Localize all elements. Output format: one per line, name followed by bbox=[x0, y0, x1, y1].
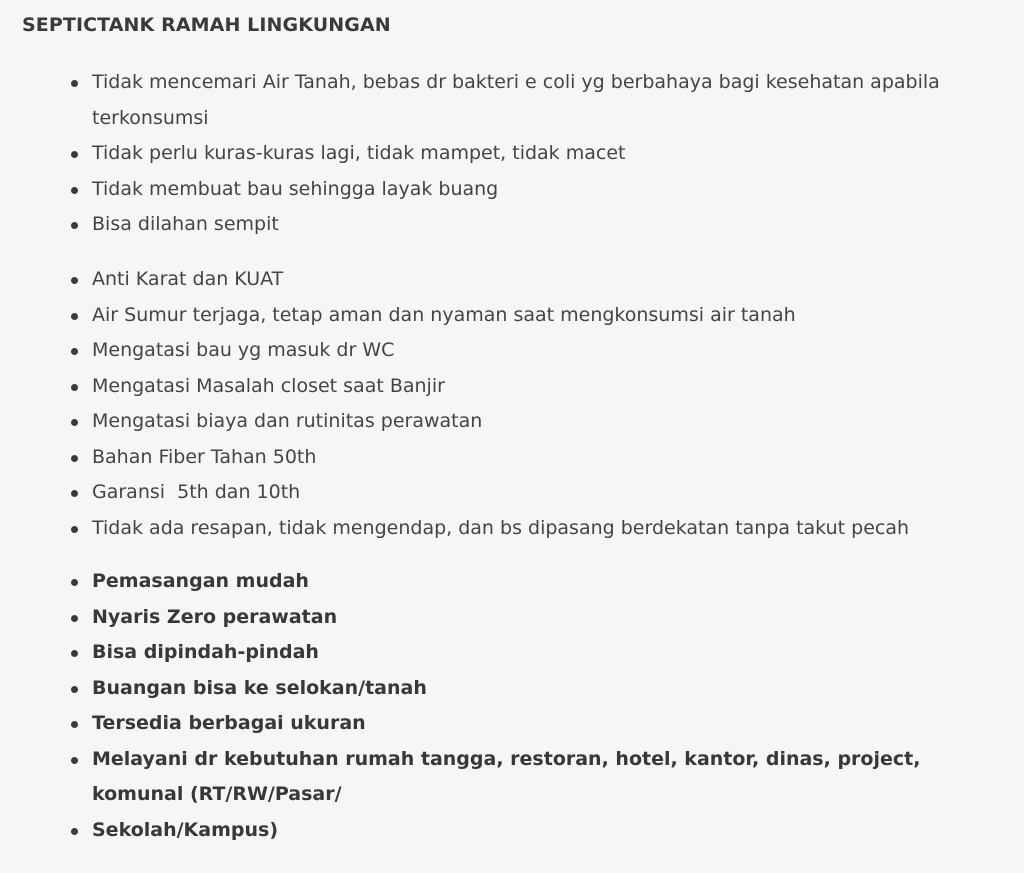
features-list bbox=[92, 262, 992, 546]
list-item: Garansi 5th dan 10th bbox=[92, 475, 992, 511]
benefits-list bbox=[92, 65, 992, 243]
list-item: Sekolah/Kampus) bbox=[92, 813, 992, 849]
list-item: Tidak mencemari Air Tanah, bebas dr bakteri e coli yg berbahaya bagi kesehatan apabila terkonsumsi bbox=[92, 65, 992, 136]
list-item: Anti Karat dan KUAT bbox=[92, 262, 992, 298]
list-item: Tidak perlu kuras-kuras lagi, tidak mampet, tidak macet bbox=[92, 136, 992, 172]
list-item: Tidak ada resapan, tidak mengendap, dan bs dipasang berdekatan tanpa takut pecah bbox=[92, 511, 992, 547]
list-item: Bisa dilahan sempit bbox=[92, 207, 992, 243]
list-item: Tersedia berbagai ukuran bbox=[92, 706, 992, 742]
list-item: Bahan Fiber Tahan 50th bbox=[92, 440, 992, 476]
highlights-list bbox=[92, 564, 992, 848]
list-item: Pemasangan mudah bbox=[92, 564, 992, 600]
list-item: Tidak membuat bau sehingga layak buang bbox=[92, 172, 992, 208]
list-item: Mengatasi bau yg masuk dr WC bbox=[92, 333, 992, 369]
list-item: Mengatasi Masalah closet saat Banjir bbox=[92, 369, 992, 405]
list-item: Bisa dipindah-pindah bbox=[92, 635, 992, 671]
list-item: Melayani dr kebutuhan rumah tangga, restoran, hotel, kantor, dinas, project, komunal (RT/RW/Pasar/ bbox=[92, 742, 992, 813]
list-item: Buangan bisa ke selokan/tanah bbox=[92, 671, 992, 707]
list-item: Mengatasi biaya dan rutinitas perawatan bbox=[92, 404, 992, 440]
list-item: Nyaris Zero perawatan bbox=[92, 600, 992, 636]
list-item: Air Sumur terjaga, tetap aman dan nyaman saat mengkonsumsi air tanah bbox=[92, 298, 992, 334]
page-title: SEPTICTANK RAMAH LINGKUNGAN bbox=[22, 14, 391, 36]
